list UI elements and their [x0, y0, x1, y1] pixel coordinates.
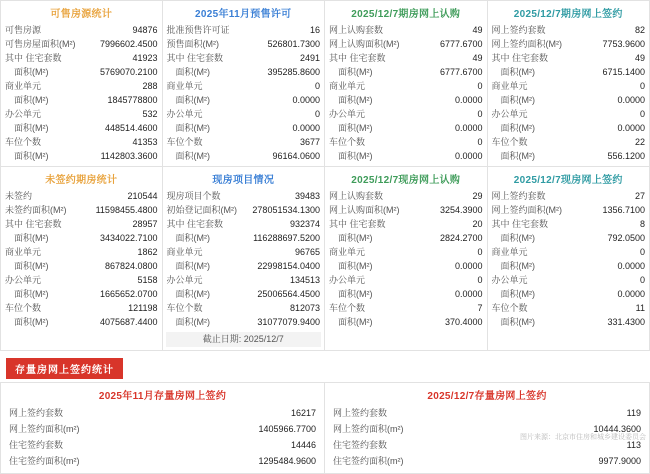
- data-row: [492, 135, 646, 149]
- data-row: [492, 37, 646, 51]
- data-row: [167, 23, 321, 37]
- row-label: 车位个数: [492, 301, 532, 315]
- panel-title: 2025/12/7现房网上认购: [325, 167, 487, 189]
- row-label: 面积(M²): [492, 231, 540, 245]
- row-value: 1356.7100: [566, 203, 645, 217]
- row-label: 车位个数: [329, 135, 369, 149]
- row-label: 住宅签约面积(m²): [333, 453, 408, 469]
- row-value: 0.0000: [377, 287, 483, 301]
- row-value: 5158: [45, 273, 157, 287]
- data-row: [329, 189, 483, 203]
- row-label: 商业单元: [492, 245, 532, 259]
- data-row: [492, 273, 646, 287]
- data-row: [5, 23, 158, 37]
- data-row: [5, 37, 158, 51]
- panel-available-housing: [0, 0, 163, 167]
- panel-rows: [1, 189, 162, 329]
- row-label: 办公单元: [5, 273, 45, 287]
- row-value: 16217: [67, 405, 316, 421]
- row-value: 0.0000: [214, 93, 320, 107]
- data-row: [333, 453, 641, 469]
- row-label: 面积(M²): [329, 315, 377, 329]
- row-value: 0: [532, 107, 645, 121]
- panel-unsigned-forward: [0, 167, 163, 351]
- row-value: 41923: [66, 51, 158, 65]
- data-row: [329, 245, 483, 259]
- data-row: [329, 273, 483, 287]
- row-label: 办公单元: [167, 107, 207, 121]
- row-label: 办公单元: [167, 273, 207, 287]
- panel-title: 2025/12/7期房网上认购: [325, 1, 487, 23]
- panel-title: 2025年11月存量房网上签约: [1, 383, 324, 405]
- row-label: 未签约: [5, 189, 36, 203]
- data-row: [492, 259, 646, 273]
- row-label: 面积(M²): [167, 121, 215, 135]
- row-value: 0.0000: [539, 93, 645, 107]
- row-label: 商业单元: [5, 245, 45, 259]
- row-value: 0: [207, 107, 320, 121]
- data-row: [329, 93, 483, 107]
- row-label: 未签约面积(M²): [5, 203, 71, 217]
- row-label: 商业单元: [329, 245, 369, 259]
- row-label: 网上签约套数: [492, 189, 550, 203]
- data-row: [167, 135, 321, 149]
- row-value: 0.0000: [377, 121, 483, 135]
- row-label: 其中 住宅套数: [329, 51, 390, 65]
- row-value: 5769070.2100: [53, 65, 158, 79]
- row-label: 面积(M²): [5, 287, 53, 301]
- row-label: 办公单元: [492, 107, 532, 121]
- data-row: [329, 65, 483, 79]
- row-label: 其中 住宅套数: [492, 217, 553, 231]
- row-value: 6777.6700: [377, 65, 483, 79]
- row-label: 面积(M²): [5, 65, 53, 79]
- row-label: 其中 住宅套数: [329, 217, 390, 231]
- data-row: [9, 437, 316, 453]
- row-label: 住宅签约面积(m²): [9, 453, 84, 469]
- data-row: [329, 315, 483, 329]
- row-label: 面积(M²): [167, 287, 215, 301]
- data-row: [167, 273, 321, 287]
- row-value: 288: [45, 79, 157, 93]
- row-value: 0: [369, 79, 482, 93]
- panel-stock-monthly-contract: [0, 382, 325, 474]
- data-row: [492, 245, 646, 259]
- row-value: 0.0000: [377, 93, 483, 107]
- data-row: [329, 135, 483, 149]
- row-label: 面积(M²): [5, 259, 53, 273]
- data-row: [9, 453, 316, 469]
- data-row: [5, 203, 158, 217]
- row-value: 0: [369, 135, 482, 149]
- data-row: [167, 65, 321, 79]
- data-row: [329, 149, 483, 163]
- row-label: 其中 住宅套数: [5, 217, 66, 231]
- data-row: [167, 51, 321, 65]
- row-label: 网上签约套数: [9, 405, 67, 421]
- row-value: 0.0000: [539, 259, 645, 273]
- panel-existing-projects: [163, 167, 326, 351]
- row-value: 9977.9000: [408, 453, 642, 469]
- row-label: 网上认购套数: [329, 23, 387, 37]
- row-label: 网上认购面积(M²): [329, 203, 404, 217]
- data-row: [167, 203, 321, 217]
- data-row: [5, 135, 158, 149]
- row-label: 办公单元: [492, 273, 532, 287]
- row-value: 3434022.7100: [53, 231, 158, 245]
- data-row: [167, 79, 321, 93]
- panel-title: 2025/12/7存量房网上签约: [325, 383, 649, 405]
- row-value: 812073: [207, 301, 320, 315]
- row-value: 121198: [45, 301, 157, 315]
- row-value: 4075687.4400: [53, 315, 158, 329]
- panel-existing-online-subscription: [325, 167, 488, 351]
- row-label: 商业单元: [167, 245, 207, 259]
- row-value: 0: [532, 245, 645, 259]
- row-value: 31077079.9400: [214, 315, 320, 329]
- data-row: [329, 23, 483, 37]
- row-value: 0: [207, 79, 320, 93]
- row-label: 面积(M²): [167, 315, 215, 329]
- row-value: 0.0000: [377, 259, 483, 273]
- data-row: [492, 217, 646, 231]
- row-label: 办公单元: [329, 107, 369, 121]
- row-value: 29: [387, 189, 482, 203]
- row-label: 车位个数: [492, 135, 532, 149]
- row-value: 14446: [67, 437, 316, 453]
- panel-existing-online-contract: [488, 167, 650, 351]
- data-row: [167, 93, 321, 107]
- panel-title: 2025年11月预售许可: [163, 1, 325, 23]
- panel-forward-online-contract: [488, 0, 650, 167]
- data-row: [5, 231, 158, 245]
- row-value: 27: [550, 189, 645, 203]
- row-value: 119: [391, 405, 641, 421]
- data-row: [492, 287, 646, 301]
- row-label: 车位个数: [329, 301, 369, 315]
- data-row: [167, 287, 321, 301]
- row-label: 其中 住宅套数: [492, 51, 553, 65]
- data-row: [492, 79, 646, 93]
- data-row: [492, 315, 646, 329]
- row-value: 22998154.0400: [214, 259, 320, 273]
- row-label: 网上签约面积(M²): [492, 203, 567, 217]
- row-label: 面积(M²): [329, 287, 377, 301]
- data-row: [492, 203, 646, 217]
- panel-presale-permit: [163, 0, 326, 167]
- row-value: 792.0500: [539, 231, 645, 245]
- data-row: [167, 315, 321, 329]
- data-row: [5, 51, 158, 65]
- data-row: [5, 93, 158, 107]
- row-value: 16: [234, 23, 320, 37]
- data-row: [167, 245, 321, 259]
- row-value: 532: [45, 107, 157, 121]
- row-value: 395285.8600: [214, 65, 320, 79]
- row-label: 批准预售许可证: [167, 23, 234, 37]
- row-value: 0.0000: [377, 149, 483, 163]
- data-row: [329, 287, 483, 301]
- row-label: 其中 住宅套数: [167, 217, 228, 231]
- row-label: 面积(M²): [492, 287, 540, 301]
- data-row: [5, 315, 158, 329]
- row-value: 20: [390, 217, 483, 231]
- row-label: 网上签约面积(m²): [9, 421, 84, 437]
- row-label: 面积(M²): [167, 259, 215, 273]
- row-label: 面积(M²): [5, 149, 53, 163]
- panel-rows: [488, 23, 650, 163]
- row-label: 车位个数: [167, 301, 207, 315]
- data-row: [5, 245, 158, 259]
- data-row: [167, 259, 321, 273]
- data-row: [329, 231, 483, 245]
- row-value: 96765: [207, 245, 320, 259]
- row-label: 网上签约面积(M²): [492, 37, 567, 51]
- row-value: 41353: [45, 135, 157, 149]
- row-label: 网上签约套数: [333, 405, 391, 421]
- row-value: 370.4000: [377, 315, 483, 329]
- data-row: [5, 259, 158, 273]
- panel-rows: [163, 23, 325, 163]
- data-row: [5, 65, 158, 79]
- row-value: 556.1200: [539, 149, 645, 163]
- row-label: 初始登记面积(M²): [167, 203, 242, 217]
- row-label: 面积(M²): [329, 231, 377, 245]
- row-label: 车位个数: [167, 135, 207, 149]
- data-row: [329, 79, 483, 93]
- row-label: 办公单元: [329, 273, 369, 287]
- data-row: [329, 301, 483, 315]
- data-row: [333, 405, 641, 421]
- row-label: 商业单元: [329, 79, 369, 93]
- panel-rows: [488, 189, 650, 329]
- row-value: 1665652.0700: [53, 287, 158, 301]
- data-row: [329, 217, 483, 231]
- row-label: 预售面积(M²): [167, 37, 224, 51]
- data-row: [167, 189, 321, 203]
- row-value: 331.4300: [539, 315, 645, 329]
- panel-title: 现房项目情况: [163, 167, 325, 189]
- row-value: 49: [387, 23, 482, 37]
- row-label: 面积(M²): [492, 65, 540, 79]
- row-value: 0: [369, 245, 482, 259]
- data-row: [5, 217, 158, 231]
- row-value: 0: [369, 273, 482, 287]
- data-row: [492, 51, 646, 65]
- panel-title: 可售房源统计: [1, 1, 162, 23]
- data-row: [329, 121, 483, 135]
- row-value: 25006564.4500: [214, 287, 320, 301]
- row-value: 49: [390, 51, 483, 65]
- row-label: 面积(M²): [5, 315, 53, 329]
- data-row: [167, 149, 321, 163]
- data-row: [329, 203, 483, 217]
- row-value: 7996602.4500: [80, 37, 158, 51]
- row-value: 0: [369, 107, 482, 121]
- row-value: 1845778800: [53, 93, 158, 107]
- row-label: 面积(M²): [167, 65, 215, 79]
- row-value: 134513: [207, 273, 320, 287]
- row-label: 面积(M²): [329, 65, 377, 79]
- row-label: 其中 住宅套数: [5, 51, 66, 65]
- row-label: 面积(M²): [329, 149, 377, 163]
- data-row: [329, 259, 483, 273]
- panel-title: 2025/12/7现房网上签约: [488, 167, 650, 189]
- row-value: 0.0000: [539, 121, 645, 135]
- bottom-panel-grid: [0, 382, 650, 474]
- panel-forward-online-subscription: [325, 0, 488, 167]
- cutoff-date-note: 截止日期: 2025/12/7: [166, 332, 322, 347]
- data-row: [329, 51, 483, 65]
- data-row: [167, 301, 321, 315]
- section-badge: 存量房网上签约统计: [6, 358, 123, 379]
- row-value: 867824.0800: [53, 259, 158, 273]
- row-value: 1862: [45, 245, 157, 259]
- panel-title: 2025/12/7期房网上签约: [488, 1, 650, 23]
- row-value: 7753.9600: [566, 37, 645, 51]
- row-value: 2491: [227, 51, 320, 65]
- data-row: [5, 149, 158, 163]
- data-row: [5, 273, 158, 287]
- panel-rows: [163, 189, 325, 329]
- row-value: 6777.6700: [404, 37, 483, 51]
- data-row: [167, 121, 321, 135]
- row-value: 210544: [36, 189, 157, 203]
- row-label: 网上认购套数: [329, 189, 387, 203]
- data-row: [329, 107, 483, 121]
- data-row: [5, 301, 158, 315]
- row-value: 28957: [66, 217, 158, 231]
- data-row: [5, 287, 158, 301]
- data-row: [492, 121, 646, 135]
- row-value: 11: [532, 301, 645, 315]
- row-label: 住宅签约套数: [333, 437, 391, 453]
- data-row: [167, 217, 321, 231]
- row-label: 面积(M²): [167, 231, 215, 245]
- data-row: [492, 107, 646, 121]
- panel-title: 未签约期房统计: [1, 167, 162, 189]
- row-label: 面积(M²): [167, 93, 215, 107]
- row-value: 2824.2700: [377, 231, 483, 245]
- row-value: 39483: [225, 189, 320, 203]
- row-label: 面积(M²): [492, 121, 540, 135]
- data-row: [492, 189, 646, 203]
- data-row: [9, 421, 316, 437]
- row-label: 网上认购面积(M²): [329, 37, 404, 51]
- row-value: 448514.4600: [53, 121, 158, 135]
- row-value: 49: [552, 51, 645, 65]
- row-value: 7: [369, 301, 482, 315]
- row-value: 0.0000: [539, 287, 645, 301]
- data-row: [5, 189, 158, 203]
- row-label: 面积(M²): [329, 93, 377, 107]
- row-label: 面积(M²): [5, 231, 53, 245]
- data-row: [492, 149, 646, 163]
- row-label: 其中 住宅套数: [167, 51, 228, 65]
- section-header-existing-stock: [0, 358, 650, 379]
- row-label: 面积(M²): [5, 93, 53, 107]
- data-row: [492, 301, 646, 315]
- data-row: [167, 107, 321, 121]
- data-row: [5, 121, 158, 135]
- row-value: 3677: [207, 135, 320, 149]
- row-value: 113: [391, 437, 641, 453]
- row-value: 932374: [227, 217, 320, 231]
- data-row: [492, 65, 646, 79]
- row-label: 面积(M²): [492, 149, 540, 163]
- row-value: 6715.1400: [539, 65, 645, 79]
- row-label: 面积(M²): [5, 121, 53, 135]
- row-label: 商业单元: [5, 79, 45, 93]
- data-row: [9, 405, 316, 421]
- panel-rows: [325, 189, 487, 329]
- data-row: [492, 231, 646, 245]
- row-label: 网上签约套数: [492, 23, 550, 37]
- row-label: 面积(M²): [167, 149, 215, 163]
- data-row: [5, 107, 158, 121]
- row-value: 1295484.9600: [84, 453, 317, 469]
- row-value: 22: [532, 135, 645, 149]
- panel-stock-daily-contract: [325, 382, 650, 474]
- row-label: 住宅签约套数: [9, 437, 67, 453]
- row-value: 8: [552, 217, 645, 231]
- row-value: 278051534.1300: [241, 203, 320, 217]
- row-label: 面积(M²): [492, 315, 540, 329]
- row-label: 车位个数: [5, 135, 45, 149]
- row-value: 1405966.7700: [84, 421, 317, 437]
- row-label: 商业单元: [492, 79, 532, 93]
- panel-rows: [1, 405, 324, 469]
- row-value: 82: [550, 23, 645, 37]
- row-label: 面积(M²): [329, 259, 377, 273]
- row-label: 面积(M²): [329, 121, 377, 135]
- row-value: 0.0000: [214, 121, 320, 135]
- panel-rows: [325, 23, 487, 163]
- row-value: 11598455.4800: [71, 203, 158, 217]
- data-row: [329, 37, 483, 51]
- source-credit: 图片来源：北京市住房和城乡建设委员会: [520, 432, 646, 442]
- row-label: 商业单元: [167, 79, 207, 93]
- row-value: 526801.7300: [223, 37, 320, 51]
- row-value: 96164.0600: [214, 149, 320, 163]
- row-value: 116288697.5200: [214, 231, 320, 245]
- row-label: 面积(M²): [492, 93, 540, 107]
- data-row: [167, 231, 321, 245]
- row-label: 车位个数: [5, 301, 45, 315]
- row-value: 0: [532, 273, 645, 287]
- panel-rows: [1, 23, 162, 163]
- row-label: 现房项目个数: [167, 189, 225, 203]
- row-value: 3254.3900: [404, 203, 483, 217]
- row-value: 0: [532, 79, 645, 93]
- data-row: [167, 37, 321, 51]
- data-row: [492, 93, 646, 107]
- data-row: [492, 23, 646, 37]
- row-label: 可售房源: [5, 23, 45, 37]
- row-value: 1142803.3600: [53, 149, 158, 163]
- row-label: 办公单元: [5, 107, 45, 121]
- row-label: 面积(M²): [492, 259, 540, 273]
- row-label: 网上签约面积(m²): [333, 421, 408, 437]
- data-row: [5, 79, 158, 93]
- row-label: 可售房屋面积(M²): [5, 37, 80, 51]
- row-value: 94876: [45, 23, 157, 37]
- row-value: 10444.3600: [408, 421, 642, 437]
